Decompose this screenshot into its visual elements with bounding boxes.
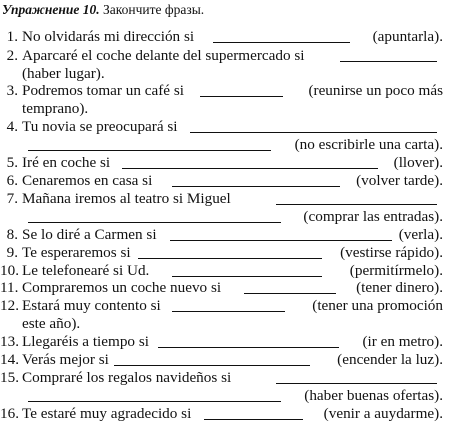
answer-blank[interactable] [172, 311, 285, 312]
sentence-number: 8. [6, 226, 18, 243]
sentence-1 [0, 27, 445, 47]
answer-blank[interactable] [213, 42, 350, 43]
sentence-3 [0, 81, 445, 101]
verb-hint: (venir a auydarme). [323, 405, 443, 422]
sentence-text: Llegaréis a tiempo si [22, 333, 149, 350]
sentence-4-continuation [0, 135, 445, 155]
answer-blank[interactable] [122, 168, 378, 169]
verb-hint: (llover). [393, 154, 443, 171]
answer-blank[interactable] [172, 186, 340, 187]
answer-blank[interactable] [244, 293, 336, 294]
sentence-8 [0, 225, 445, 245]
sentence-number: 5. [6, 154, 18, 171]
sentence-text: Compraré los regalos navideños si [22, 369, 232, 386]
verb-hint: (tener dinero). [356, 279, 443, 296]
verb-hint: (haber lugar). [22, 65, 105, 82]
answer-blank[interactable] [28, 150, 271, 151]
exercise-instruction: Закончите фразы. [103, 2, 205, 17]
verb-hint-continuation: temprano). [22, 100, 89, 117]
sentence-16 [0, 404, 445, 424]
verb-hint: (verla). [398, 226, 443, 243]
sentence-text: Se lo diré a Carmen si [22, 226, 157, 243]
sentence-4 [0, 117, 445, 137]
sentence-12 [0, 296, 445, 316]
sentence-text: Cenaremos en casa si [22, 172, 153, 189]
sentence-text: Estará muy contento si [22, 297, 161, 314]
exercise-label: Упражнение 10. [2, 2, 100, 17]
sentence-5 [0, 153, 445, 173]
sentence-text: No olvidarás mi dirección si [22, 28, 195, 45]
sentence-number: 11. [0, 279, 19, 296]
sentence-text: Tu novia se preocupará si [22, 118, 178, 135]
sentence-7-continuation [0, 207, 445, 227]
verb-hint: (vestirse rápido). [340, 244, 443, 261]
sentence-12-continuation [0, 314, 445, 334]
sentence-text: Iré en coche si [22, 154, 111, 171]
answer-blank[interactable] [170, 240, 392, 241]
sentence-15 [0, 368, 445, 388]
verb-hint: (permitírmelo). [349, 262, 443, 279]
verb-hint-continuation: este año). [22, 315, 81, 332]
answer-blank[interactable] [276, 204, 437, 205]
sentence-14 [0, 350, 445, 370]
verb-hint: (no escribirle una carta). [294, 136, 443, 153]
answer-blank[interactable] [158, 347, 339, 348]
sentence-number: 10. [0, 262, 19, 279]
sentence-number: 14. [0, 351, 19, 368]
sentence-text: Podremos tomar un café si [22, 82, 184, 99]
sentence-2 [0, 46, 445, 66]
sentence-number: 13. [0, 333, 19, 350]
sentence-number: 12. [0, 297, 19, 314]
sentence-text: Compraremos un coche nuevo si [22, 279, 222, 296]
answer-blank[interactable] [190, 132, 437, 133]
sentence-number: 6. [6, 172, 18, 189]
verb-hint: (apuntarla). [372, 28, 443, 45]
sentence-text: Mañana iremos al teatro si Miguel [22, 190, 231, 207]
sentence-number: 1. [6, 28, 18, 45]
answer-blank[interactable] [138, 258, 322, 259]
sentence-text: Te esperaremos si [22, 244, 131, 261]
sentence-3-continuation [0, 99, 445, 119]
sentence-number: 9. [6, 244, 18, 261]
answer-blank[interactable] [114, 365, 310, 366]
answer-blank[interactable] [200, 96, 283, 97]
sentence-number: 16. [0, 405, 19, 422]
sentence-text: Aparcaré el coche delante del supermercado si [22, 47, 305, 64]
sentence-6 [0, 171, 445, 191]
verb-hint: (volver tarde). [356, 172, 443, 189]
verb-hint: (tener una promoción [312, 297, 443, 314]
sentence-7 [0, 189, 445, 209]
sentence-number: 7. [6, 190, 18, 207]
verb-hint: (haber buenas ofertas). [304, 387, 443, 404]
verb-hint: (ir en metro). [362, 333, 443, 350]
sentence-number: 2. [6, 47, 18, 64]
verb-hint: (comprar las entradas). [303, 208, 443, 225]
sentence-13 [0, 332, 445, 352]
sentence-text: Te estaré muy agradecido si [22, 405, 192, 422]
answer-blank[interactable] [204, 419, 303, 420]
answer-blank[interactable] [276, 383, 437, 384]
sentence-number: 3. [6, 82, 18, 99]
sentence-9 [0, 243, 445, 263]
sentence-number: 15. [0, 369, 19, 386]
sentence-15-continuation [0, 386, 445, 406]
answer-blank[interactable] [28, 401, 281, 402]
sentence-text: Le telefonearé si Ud. [22, 262, 150, 279]
answer-blank[interactable] [172, 276, 322, 277]
verb-hint: (reunirse un poco más [308, 82, 443, 99]
sentence-11 [0, 278, 445, 298]
sentence-number: 4. [6, 118, 18, 135]
verb-hint: (encender la luz). [337, 351, 443, 368]
exercise-header [2, 2, 204, 18]
answer-blank[interactable] [340, 61, 437, 62]
sentence-text: Verás mejor si [22, 351, 109, 368]
answer-blank[interactable] [28, 222, 281, 223]
